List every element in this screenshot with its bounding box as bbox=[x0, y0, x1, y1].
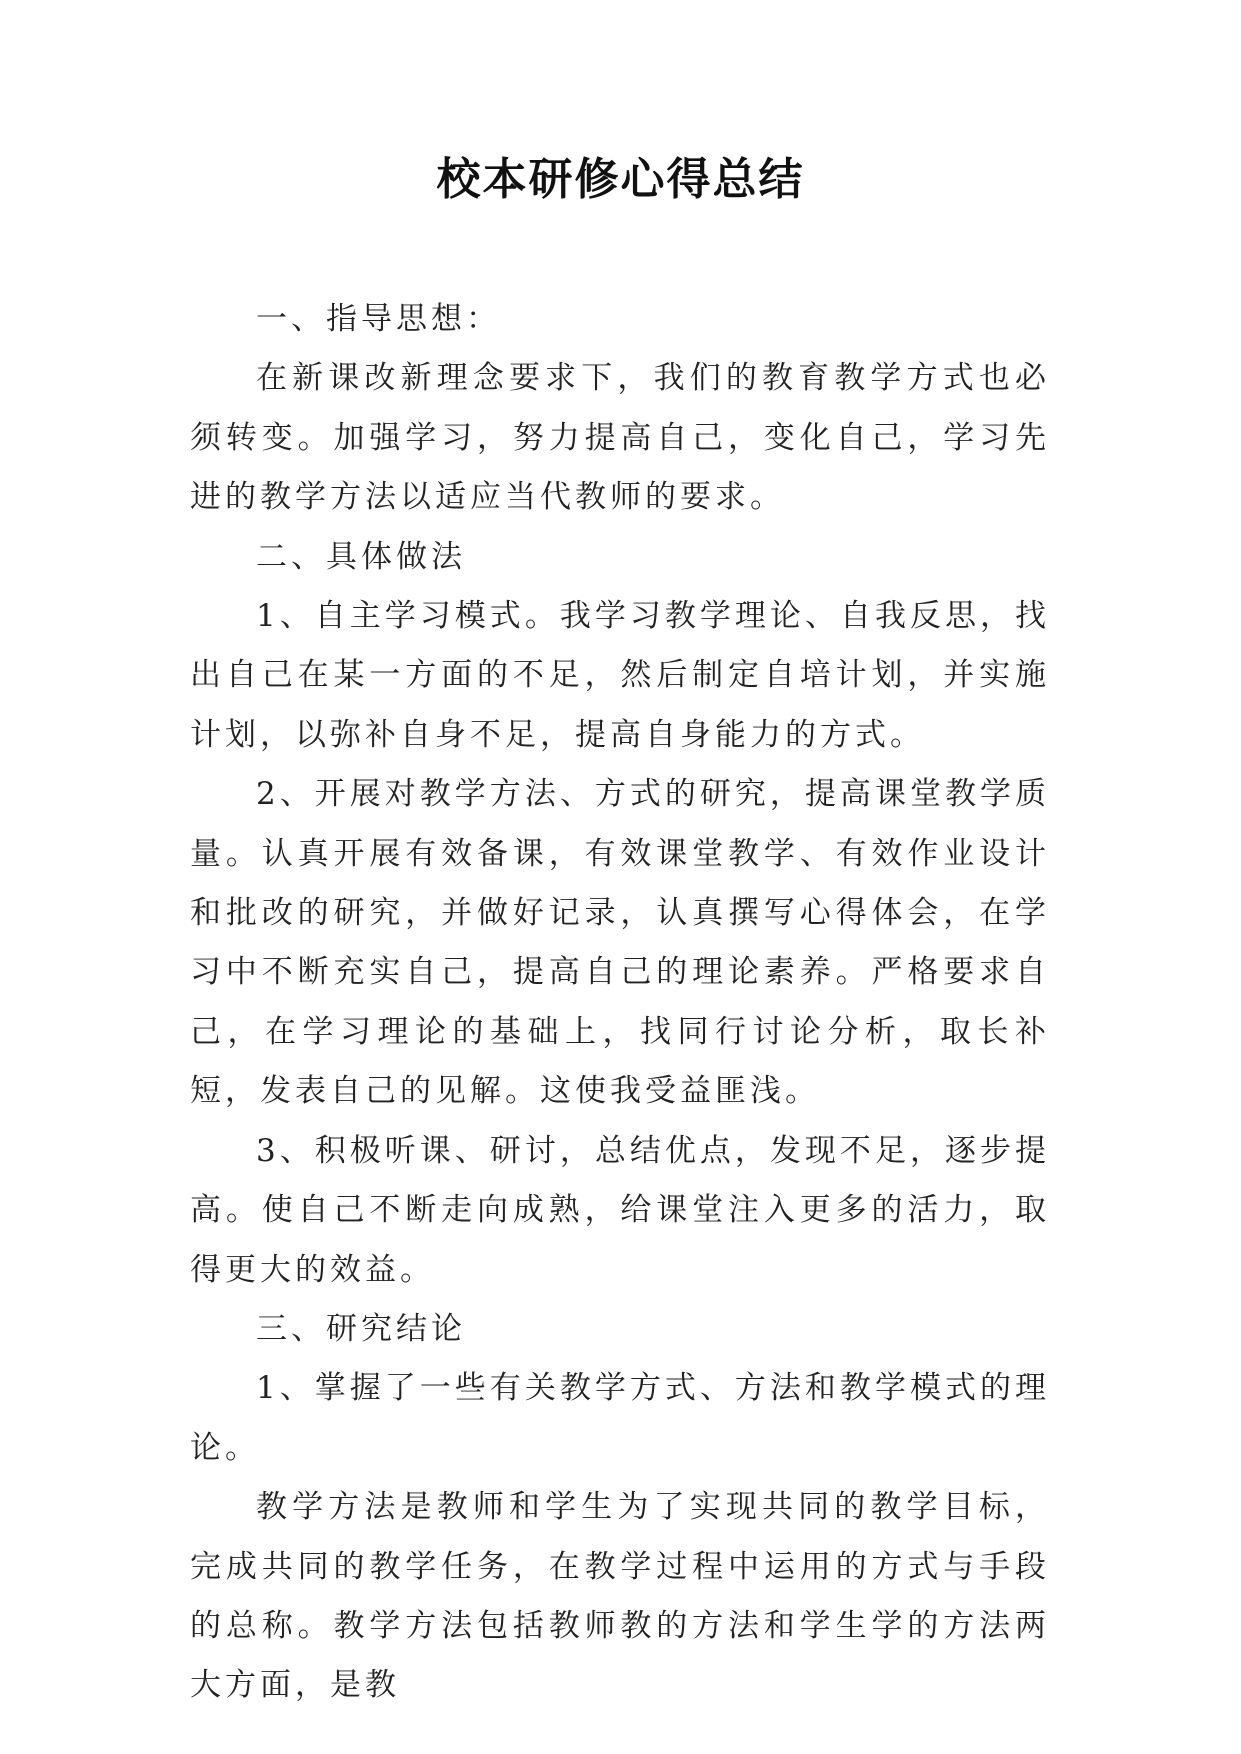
section-heading-specific-methods: 二、具体做法 bbox=[256, 538, 466, 575]
document-body bbox=[190, 290, 1050, 1716]
paragraph: 教学方法是教师和学生为了实现共同的教学目标，完成共同的教学任务，在教学过程中运用的方式与手段的总称。教学方法包括教师教的方法和学生学的方法两大方面，是教 bbox=[190, 1489, 1050, 1704]
paragraph: 3、积极听课、研讨，总结优点，发现不足，逐步提高。使自己不断走向成熟，给课堂注入更多的活力，取得更大的效益。 bbox=[190, 1132, 1050, 1288]
paragraph: 1、自主学习模式。我学习教学理论、自我反思，找出自己在某一方面的不足，然后制定自培计划，并实施计划，以弥补自身不足，提高自身能力的方式。 bbox=[190, 598, 1050, 753]
section-heading-guiding-thought: 一、指导思想： bbox=[256, 301, 501, 337]
document-title: 校本研修心得总结 bbox=[436, 154, 805, 205]
paragraph: 在新课改新理念要求下，我们的教育教学方式也必须转变。加强学习，努力提高自己，变化自己，学习先进的教学方法以适应当代教师的要求。 bbox=[190, 360, 1050, 516]
section-heading-research-conclusion: 三、研究结论 bbox=[256, 1310, 466, 1347]
paragraph: 2、开展对教学方法、方式的研究，提高课堂教学质量。认真开展有效备课，有效课堂教学、有效作业设计和批改的研究，并做好记录，认真撰写心得体会，在学习中不断充实自己，提高自己的理论素养。严格要求自己，在学习理论的基础上，找同行讨论分析，取长补短，发表自己的见解。这使我受益匪浅。 bbox=[190, 776, 1050, 1110]
paragraph: 1、掌握了一些有关教学方式、方法和教学模式的理论。 bbox=[190, 1370, 1050, 1466]
